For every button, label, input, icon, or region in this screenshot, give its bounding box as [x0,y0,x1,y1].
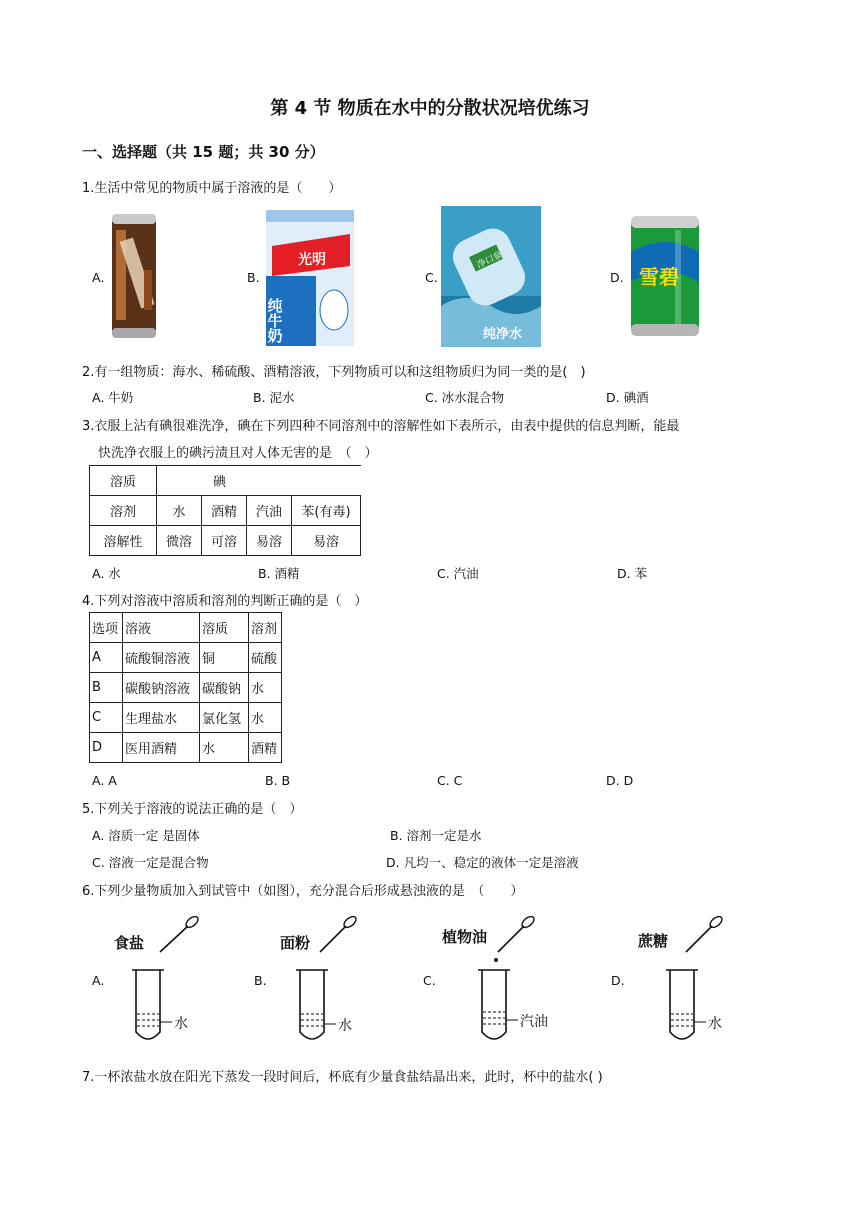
table-cell: 酒精 [202,496,247,526]
table-row [90,496,361,526]
water-bottle-image [441,206,541,347]
table-row [90,733,282,763]
liquid-label: 水 [174,1015,188,1031]
q1-option-c[interactable]: C. [425,270,438,285]
table-cell: D [90,733,123,763]
question-2-text: 2.有一组物质：海水、稀硫酸、酒精溶液，下列物质可以和这组物质归为同一类的是( ) [82,365,586,380]
table-cell: 选项 [90,613,123,643]
page-title: 第 4 节 物质在水中的分散状况培优练习 [270,98,590,119]
table-row [90,466,361,496]
q3-option-d[interactable]: D. 苯 [617,566,648,581]
table-cell: 溶质 [90,466,157,496]
soda-brand-text: 雪碧 [639,267,679,289]
table-cell: 酒精 [249,733,282,763]
table-cell: 微溶 [157,526,202,556]
table-cell: 汽油 [247,496,292,526]
table-cell: 溶剂 [249,613,282,643]
q6-option-b[interactable]: B. [254,973,267,988]
substance-label: 食盐 [114,935,145,952]
q4-option-b[interactable]: B. B [265,773,291,788]
q6-figure-a [108,912,208,1046]
table-cell: 医用酒精 [123,733,200,763]
liquid-label: 水 [708,1015,722,1031]
table-cell: 易溶 [292,526,361,556]
q3-option-a[interactable]: A. 水 [92,566,121,581]
substance-label: 面粉 [280,935,311,952]
question-5-text: 5.下列关于溶液的说法正确的是（ ） [82,802,303,817]
liquid-label: 汽油 [520,1013,548,1029]
milk-name-text: 纯牛奶 [265,298,283,343]
table-cell: 铜 [200,643,249,673]
table-cell: 硫酸 [249,643,282,673]
question-4-text: 4.下列对溶液中溶质和溶剂的判断正确的是（ ） [82,594,368,609]
table-cell: 可溶 [202,526,247,556]
question-7-text: 7.一杯浓盐水放在阳光下蒸发一段时间后，杯底有少量食盐结晶出来，此时，杯中的盐水( ) [82,1070,603,1085]
milk-carton-image [262,206,358,348]
table-cell: 苯(有毒) [292,496,361,526]
table-row [90,643,282,673]
table-cell: 溶解性 [90,526,157,556]
table-cell: B [90,673,123,703]
q3-solubility-table [89,465,361,556]
table-cell: 水 [249,703,282,733]
q6-option-a[interactable]: A. [92,973,105,988]
table-cell: 水 [200,733,249,763]
q2-option-d[interactable]: D. 碘酒 [606,390,649,405]
q6-figure-c [440,912,570,1046]
table-cell: 硫酸铜溶液 [123,643,200,673]
table-cell: 碳酸钠溶液 [123,673,200,703]
q2-option-a[interactable]: A. 牛奶 [92,390,134,405]
table-cell: 水 [249,673,282,703]
q5-option-c[interactable]: C. 溶液一定是混合物 [92,855,209,870]
q3-option-c[interactable]: C. 汽油 [437,566,479,581]
q6-figure-b [270,912,370,1046]
water-brand-text: 净口泉 [475,249,504,270]
q1-option-b[interactable]: B. [247,270,260,285]
q1-option-a[interactable]: A. [92,270,105,285]
q2-option-b[interactable]: B. 泥水 [253,390,295,405]
table-cell: 溶液 [123,613,200,643]
table-row [90,673,282,703]
substance-label: 蔗糖 [638,933,669,950]
q5-option-a[interactable]: A. 溶质一定 是固体 [92,828,200,843]
table-cell: 生理盐水 [123,703,200,733]
coffee-can-image [108,210,160,342]
q5-option-b[interactable]: B. 溶剂一定是水 [390,828,482,843]
question-3-text-line2: 快洗净衣服上的碘污渍且对人体无害的是 （ ） [98,446,378,461]
water-name-text: 纯净水 [483,326,523,341]
q4-option-c[interactable]: C. C [437,773,463,788]
table-row [90,703,282,733]
question-1-text: 1.生活中常见的物质中属于溶液的是（ ） [82,181,342,196]
q4-solute-solvent-table [89,612,282,763]
substance-label: 植物油 [442,929,488,946]
soda-can-image [627,212,703,340]
q6-figure-d [630,912,730,1046]
milk-brand-text: 光明 [298,251,326,267]
table-cell: 氯化氢 [200,703,249,733]
table-cell: C [90,703,123,733]
q1-option-d[interactable]: D. [610,270,624,285]
table-cell: 易溶 [247,526,292,556]
q4-option-a[interactable]: A. A [92,773,117,788]
table-cell: 碘 [157,466,361,496]
q6-option-d[interactable]: D. [611,973,625,988]
q6-option-c[interactable]: C. [423,973,436,988]
table-cell: 溶剂 [90,496,157,526]
table-row [90,526,361,556]
question-6-text: 6.下列少量物质加入到试管中（如图），充分混合后形成悬浊液的是 （ ） [82,884,524,899]
q5-option-d[interactable]: D. 凡均一、稳定的液体一定是溶液 [386,855,579,870]
liquid-label: 水 [338,1017,352,1033]
section-heading: 一、选择题（共 15 题；共 30 分） [82,143,325,161]
q2-option-c[interactable]: C. 冰水混合物 [425,390,505,405]
table-cell: 碳酸钠 [200,673,249,703]
q4-option-d[interactable]: D. D [606,773,634,788]
table-cell: 水 [157,496,202,526]
table-cell: 溶质 [200,613,249,643]
q3-option-b[interactable]: B. 酒精 [258,566,300,581]
table-row [90,613,282,643]
table-cell: A [90,643,123,673]
question-3-text-line1: 3.衣服上沾有碘很难洗净，碘在下列四种不同溶剂中的溶解性如下表所示，由表中提供的信息判断，能最 [82,419,680,434]
